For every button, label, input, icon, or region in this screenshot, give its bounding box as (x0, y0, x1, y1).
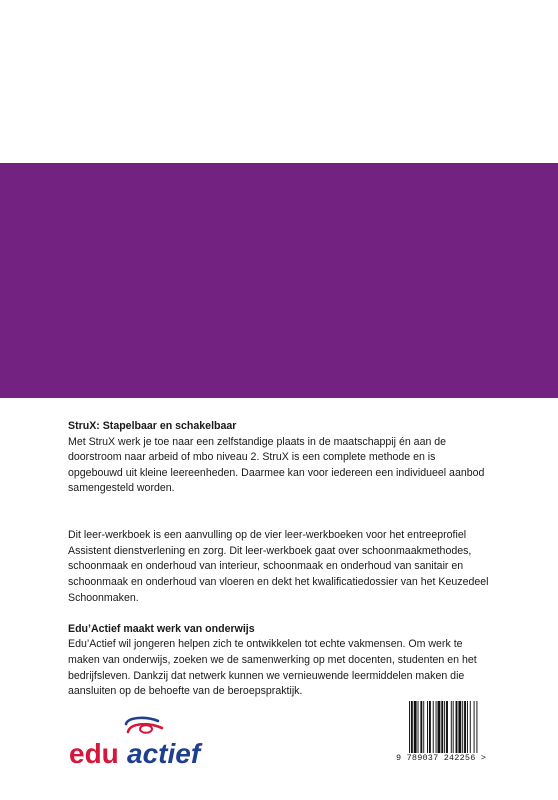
barcode-bar (423, 701, 424, 753)
barcode-bar (470, 701, 471, 753)
barcode-bar (411, 701, 413, 753)
barcode-bar (444, 701, 445, 753)
section1-line: opgebouwd uit kleine leereenheden. Daarmee kan voor iedereen een individueel aanbod (68, 466, 485, 479)
barcode-bar (420, 701, 422, 753)
spacer (68, 497, 508, 513)
barcode-bar (427, 701, 428, 753)
barcode-bar (464, 701, 466, 753)
section3-line: Edu’Actief wil jongeren helpen zich te ontwikkelen tot echte vakmensen. Om werk te (68, 638, 463, 651)
back-cover-text (68, 419, 508, 700)
section3-heading: Edu’Actief maakt werk van onderwijs (68, 622, 255, 635)
barcode-bar (429, 701, 431, 753)
barcode-bar (414, 701, 417, 753)
section1-line: samengesteld worden. (68, 482, 175, 495)
section2-line: Schoonmaken. (68, 591, 139, 604)
barcode-bar (451, 701, 452, 753)
barcode-bar (409, 701, 410, 753)
logo-actief: actief (127, 738, 201, 769)
spacer (68, 606, 508, 622)
barcode-bar (453, 701, 454, 753)
barcode-bar (476, 701, 477, 753)
spacer (68, 513, 508, 529)
barcode-bar (418, 701, 419, 753)
barcode-bar (433, 701, 434, 753)
purple-band (0, 163, 558, 398)
barcode-bar (456, 701, 458, 753)
section1-heading: StruX: Stapelbaar en schakelbaar (68, 420, 237, 432)
barcode-bar (462, 701, 463, 753)
barcode-bar (458, 701, 461, 753)
eduactief-logo (68, 714, 218, 774)
barcode-bar (446, 701, 448, 753)
barcode-bar (438, 701, 441, 753)
barcode-bar (441, 701, 443, 753)
barcode-bar (436, 701, 437, 753)
swirl-icon (126, 718, 162, 733)
section2-line: schoonmaak en onderhoud van interieur, schoonmaak en onderhoud van sanitair en (68, 560, 464, 573)
section3-line: bedrijfsleven. Dankzij dat netwerk kunnen we vernieuwende leermiddelen maken die (68, 669, 465, 682)
section3-line: aansluiten op de behoefte van de beroepspraktijk. (68, 685, 303, 698)
isbn-text: 9 789037 242256 > (396, 753, 487, 763)
section1-line: doorstroom naar arbeid of mbo niveau 2. StruX is een complete methode en is (68, 451, 436, 464)
section3-line: maken van onderwijs, zoeken we de samenwerking op met docenten, studenten en het (68, 653, 477, 666)
barcode-bar (467, 701, 468, 753)
section2-line: Assistent dienstverlening en zorg. Dit leer-werkboek gaat over schoonmaakmethodes, (68, 544, 472, 557)
barcode-bar (474, 701, 475, 753)
section2-line: schoonmaak en onderhoud van vloeren en dekt het kwalificatiedossier van het Keuzedeel (68, 575, 489, 588)
logo-edu: edu (69, 738, 119, 769)
section1-line: Met StruX werk je toe naar een zelfstandige plaats in de maatschappij én aan de (68, 435, 447, 448)
section2-line: Dit leer-werkboek is een aanvulling op de vier leer-werkboeken voor het entreeprofiel (68, 529, 467, 542)
